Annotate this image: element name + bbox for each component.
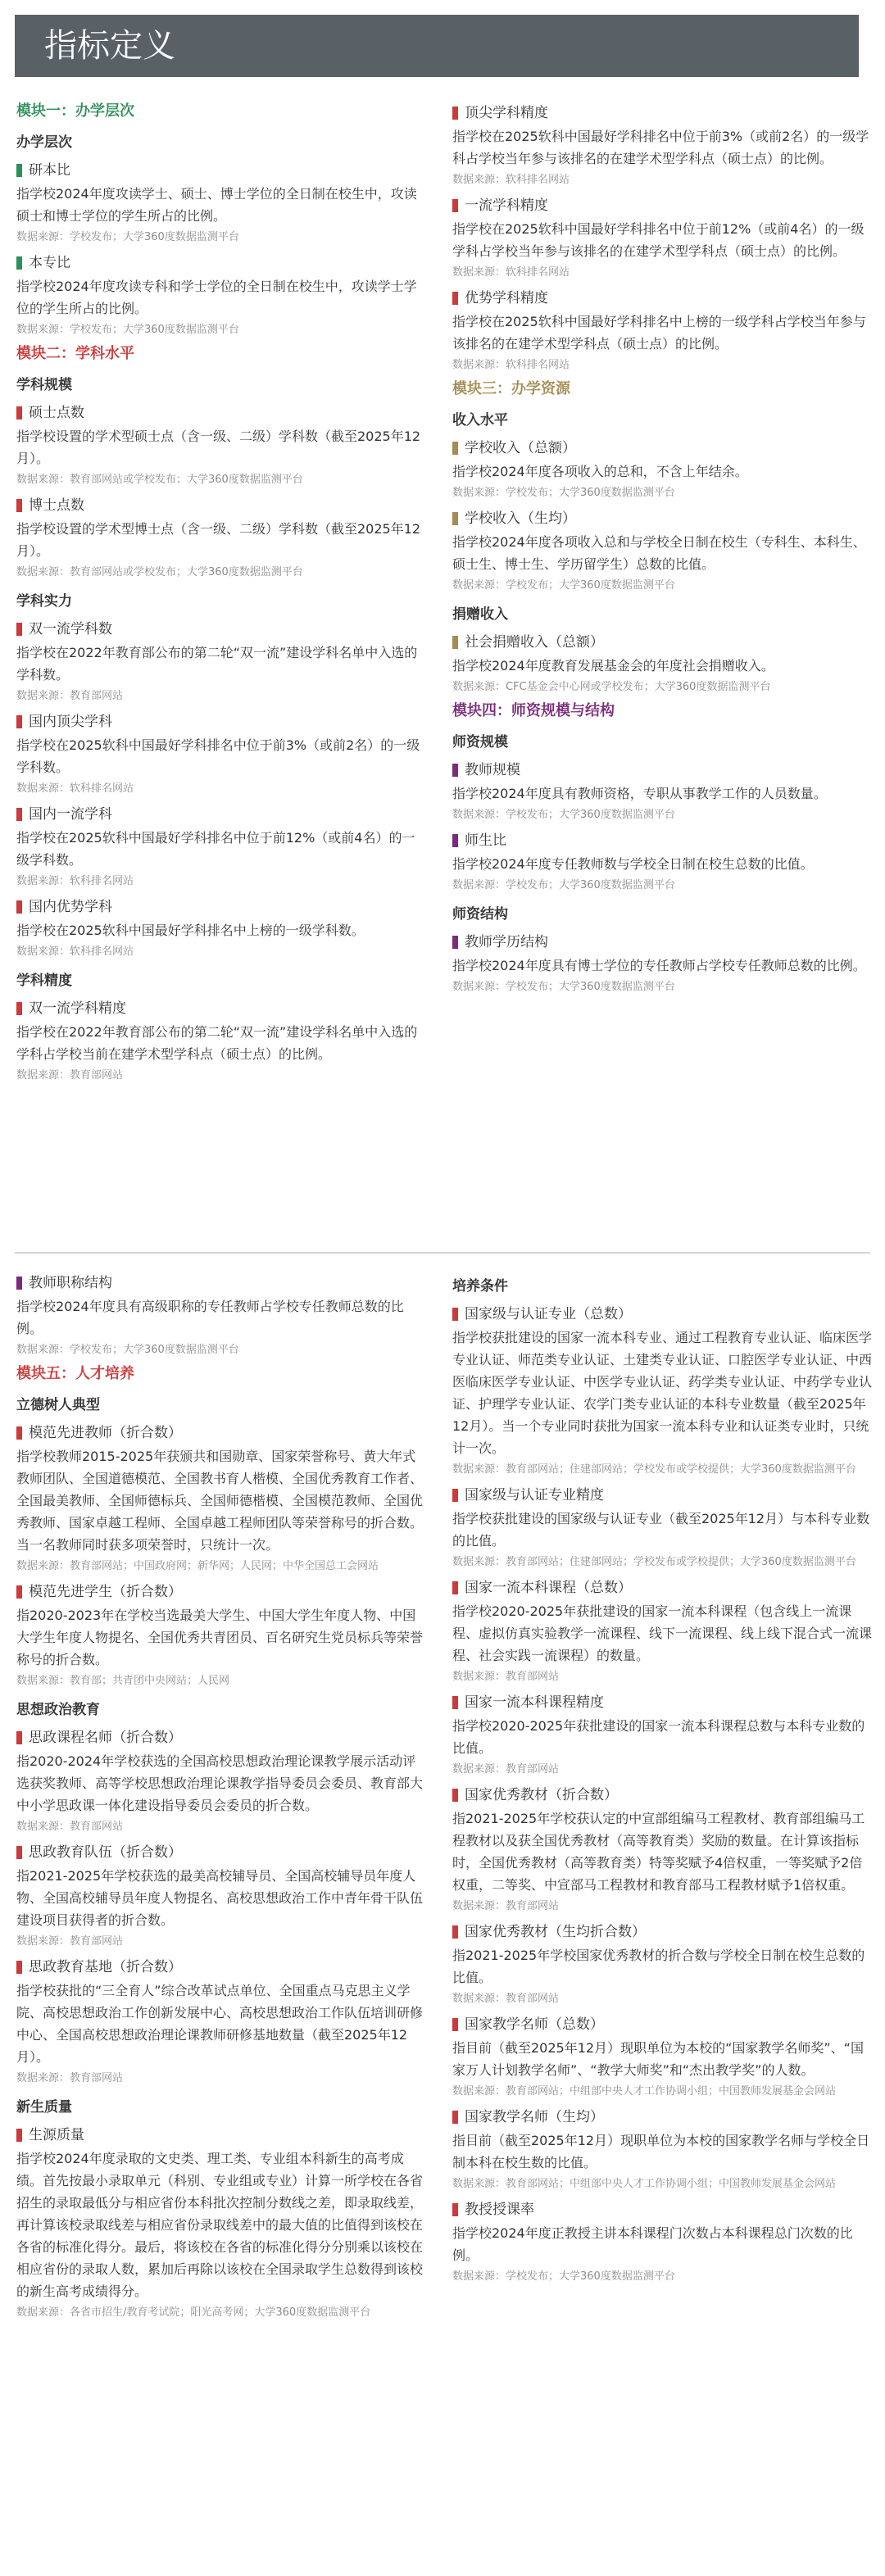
indicator-description: 指学校在2022年教育部公布的第二轮“双一流”建设学科名单中入选的学科占学校当前在建学术型学科点（硕士点）的比例。 <box>16 1024 418 1062</box>
color-bar-icon <box>16 1846 22 1859</box>
color-bar-icon <box>16 1961 22 1974</box>
data-source: 数据来源：软科排名网站 <box>16 875 134 887</box>
color-bar-icon <box>452 512 458 525</box>
color-bar-icon <box>16 1426 22 1440</box>
indicator-title <box>16 999 428 1018</box>
indicator-title <box>452 1578 872 1598</box>
color-bar-icon <box>16 1731 22 1744</box>
data-source: 数据来源：软科排名网站 <box>452 266 570 279</box>
indicator-name: 硕士点数 <box>29 405 84 421</box>
indicator-title <box>16 1957 428 1977</box>
indicator-description: 指学校2020-2025年获批建设的国家一流本科课程（包含线上一流课程、虚拟仿真实验教学一流课程、线下一流课程、线上线下混合式一流课程、社会实践一流课程）的数量。 <box>452 1603 873 1663</box>
group-heading: 师资规模 <box>452 734 508 751</box>
indicator-item <box>452 633 872 695</box>
indicator-title <box>16 403 428 423</box>
indicator-item <box>16 999 428 1083</box>
indicator-name: 师生比 <box>465 832 506 849</box>
indicator-description: 指学校2024年度录取的文史类、理工类、专业组本科新生的高考成绩。首先按最小录取单元（科别、专业组或专业）计算一所学校在各省招生的录取最低分与相应省份本科批次控制分数线之差，即录取线差，再计算该校录取线差与相应省份录取线差中的最大值的比值得到该校在各省的标准化得分。最后，将该校在各省的标准化得分分别乘以该校在相应省份的录取人数，累加后再除以该校在全国录取学生总数得到该校的新生高考成绩得分。 <box>16 2151 424 2299</box>
group-heading: 学科规模 <box>16 377 72 393</box>
data-source: 数据来源：软科排名网站 <box>16 946 134 958</box>
indicator-description: 指学校2024年度各项收入的总和，不含上年结余。 <box>452 464 748 479</box>
indicator-item <box>16 2125 428 2320</box>
page-title: 指标定义 <box>44 27 175 65</box>
indicator-name: 本专比 <box>29 255 70 271</box>
indicator-item <box>452 509 872 593</box>
indicator-title <box>16 712 428 732</box>
indicator-description: 指2021-2025年学校获认定的中宣部组编马工程教材、教育部组编马工程教材以及获全国优秀教材（高等教育类）奖励的数量。在计算该指标时，全国优秀教材（高等教育类）特等奖赋予4倍权重，一等奖赋予2倍权重，二等奖、中宣部马工程教材和教育部马工程教材赋予1倍权重。 <box>452 1811 865 1893</box>
indicator-description: 指2020-2024年学校获选的全国高校思想政治理论课教学展示活动评选获奖教师、高等学校思想政治理论课教学指导委员会委员、教育部大中小学思政课一体化建设指导委员会委员的折合数。 <box>16 1753 424 1813</box>
data-source: 数据来源：学校发布；大学360度数据监测平台 <box>16 231 239 243</box>
indicator-name: 模范先进学生（折合数） <box>29 1584 182 1600</box>
data-source: 数据来源：学校发布；大学360度数据监测平台 <box>452 809 675 821</box>
indicator-description: 指学校在2025软科中国最好学科排名中上榜的一级学科占学校当年参与该排名的在建学术型学科点（硕士点）的比例。 <box>452 314 866 351</box>
color-bar-icon <box>452 834 458 847</box>
group-heading: 学科实力 <box>16 593 72 610</box>
indicator-title <box>452 760 872 780</box>
indicator-item <box>452 932 872 995</box>
data-source: 数据来源：学校发布；大学360度数据监测平台 <box>452 981 675 993</box>
indicator-title <box>452 633 872 652</box>
indicator-description: 指学校2024年度具有博士学位的专任教师占学校专任教师总数的比例。 <box>452 958 866 973</box>
indicator-title <box>452 2200 872 2220</box>
data-source: 数据来源：教育部网站 <box>452 1900 560 1912</box>
indicator-name: 国内优势学科 <box>29 899 112 915</box>
indicator-title <box>452 2107 872 2127</box>
color-bar-icon <box>16 256 22 270</box>
indicator-title <box>16 897 428 917</box>
module-heading: 模块五：人才培养 <box>16 1365 134 1382</box>
color-bar-icon <box>16 164 22 177</box>
color-bar-icon <box>452 636 458 649</box>
indicator-item <box>452 438 872 501</box>
indicator-item <box>452 831 872 893</box>
data-source: 数据来源：教育部网站 <box>452 1993 560 2005</box>
indicator-item <box>16 253 428 338</box>
indicator-name: 思政课程名师（折合数） <box>29 1730 182 1746</box>
indicator-description: 指学校在2022年教育部公布的第二轮“双一流”建设学科名单中入选的学科数。 <box>16 645 418 683</box>
indicator-name: 研本比 <box>29 162 70 179</box>
group-heading: 思想政治教育 <box>16 1702 100 1718</box>
indicator-name: 博士点数 <box>29 497 84 514</box>
data-source: 数据来源：教育部网站 <box>16 1069 124 1082</box>
indicator-item <box>16 1582 428 1689</box>
indicator-description: 指2021-2025年学校国家优秀教材的折合数与学校全日制在校生总数的比值。 <box>452 1948 865 1985</box>
color-bar-icon <box>16 1585 22 1599</box>
left-column-top <box>16 95 428 1088</box>
indicator-name: 学校收入（总额） <box>465 440 576 456</box>
data-source: 数据来源：学校发布；大学360度数据监测平台 <box>16 324 239 336</box>
indicator-name: 双一流学科精度 <box>29 1000 126 1017</box>
indicator-title <box>16 1273 428 1293</box>
data-source: 数据来源：软科排名网站 <box>452 359 570 371</box>
indicator-title <box>16 2125 428 2145</box>
indicator-item <box>452 2107 872 2192</box>
color-bar-icon <box>452 442 458 455</box>
indicator-title <box>16 161 428 180</box>
indicator-item <box>16 805 428 889</box>
indicator-name: 思政教育基地（折合数） <box>29 1959 182 1975</box>
color-bar-icon <box>16 623 22 636</box>
color-bar-icon <box>16 1277 22 1290</box>
indicator-item <box>16 1423 428 1574</box>
indicator-description: 指学校2024年度具有高级职称的专任教师占学校专任教师总数的比例。 <box>16 1299 404 1336</box>
color-bar-icon <box>452 936 458 949</box>
indicator-item <box>16 161 428 245</box>
group-heading: 培养条件 <box>452 1278 508 1295</box>
group-heading: 收入水平 <box>452 412 508 429</box>
data-source: 数据来源：软科排名网站 <box>452 174 570 186</box>
indicator-title <box>452 438 872 458</box>
page-header <box>15 15 859 77</box>
indicator-name: 社会捐赠收入（总额） <box>465 634 604 651</box>
indicator-description: 指学校获批建设的国家一流本科专业、通过工程教育专业认证、临床医学专业认证、师范类专业认证、土建类专业认证、口腔医学专业认证、中西医临床医学专业认证、中医学专业认证、药学类专业认证、中药学专业认证、护理学专业认证、农学门类专业认证的本科专业数量（截至2025年12月）。当一个专业同时获批为国家一流本科专业和认证类专业时，只统计一次。 <box>452 1330 873 1456</box>
data-source: 数据来源：教育部网站 <box>16 2072 124 2084</box>
indicator-name: 国家教学名师（生均） <box>465 2109 604 2125</box>
color-bar-icon <box>452 1789 458 1802</box>
color-bar-icon <box>452 764 458 777</box>
indicator-item <box>452 1693 872 1777</box>
data-source: 数据来源：教育部网站；中国政府网；新华网；人民网；中华全国总工会网站 <box>16 1560 379 1572</box>
indicator-item <box>452 103 872 188</box>
color-bar-icon <box>452 1581 458 1594</box>
color-bar-icon <box>452 2203 458 2216</box>
data-source: 数据来源：软科排名网站 <box>16 782 134 795</box>
indicator-name: 国家级与认证专业精度 <box>465 1487 604 1503</box>
indicator-title <box>452 831 872 850</box>
group-heading: 新生质量 <box>16 2099 72 2116</box>
group-heading: 师资结构 <box>452 906 508 923</box>
indicator-name: 教师职称结构 <box>29 1275 112 1291</box>
indicator-description: 指学校2024年度攻读学士、硕士、博士学位的全日制在校生中，攻读硕士和博士学位的学生所占的比例。 <box>16 186 417 224</box>
indicator-title <box>16 1843 428 1862</box>
indicator-item <box>452 1785 872 1914</box>
indicator-title <box>452 1485 872 1505</box>
group-heading: 学科精度 <box>16 973 72 989</box>
color-bar-icon <box>452 1696 458 1709</box>
color-bar-icon <box>452 1489 458 1502</box>
indicator-item <box>452 196 872 280</box>
left-column-bottom <box>16 1265 428 2325</box>
color-bar-icon <box>16 2129 22 2142</box>
indicator-description: 指学校2024年度攻读专科和学士学位的全日制在校生中，攻读学士学位的学生所占的比例。 <box>16 279 417 316</box>
indicator-description: 指学校2024年度具有教师资格，专职从事教学工作的人员数量。 <box>452 786 827 801</box>
indicator-description: 指学校获批的“三全育人”综合改革试点单位、全国重点马克思主义学院、高校思想政治工作创新发展中心、高校思想政治工作队伍培训研修中心、全国高校思想政治理论课教师研修基地数量（截至2025年12月）。 <box>16 1983 424 2065</box>
indicator-name: 顶尖学科精度 <box>465 105 548 121</box>
indicator-name: 国家一流本科课程精度 <box>465 1694 604 1711</box>
module-heading: 模块三：办学资源 <box>452 380 570 397</box>
data-source: 数据来源：教育部；共青团中央网站；人民网 <box>16 1675 230 1687</box>
indicator-name: 国内顶尖学科 <box>29 714 112 730</box>
indicator-title <box>16 1582 428 1602</box>
indicator-name: 模范先进教师（折合数） <box>29 1425 182 1441</box>
indicator-item <box>452 1304 872 1477</box>
indicator-name: 思政教育队伍（折合数） <box>29 1844 182 1861</box>
indicator-description: 指目前（截至2025年12月）现职单位为本校的“国家教学名师奖”、“国家万人计划教学名师”、“教学大师奖”和“杰出教学奖”的人数。 <box>452 2040 864 2078</box>
indicator-name: 国家优秀教材（生均折合数） <box>465 1924 646 1940</box>
indicator-title <box>452 288 872 308</box>
indicator-item <box>16 1728 428 1834</box>
indicator-title <box>452 509 872 528</box>
module-heading: 模块二：学科水平 <box>16 345 134 362</box>
indicator-description: 指学校在2025软科中国最好学科排名中位于前3%（或前2名）的一级学科数。 <box>16 737 420 775</box>
color-bar-icon <box>452 2018 458 2031</box>
data-source: 数据来源：教育部网站 <box>452 1671 560 1683</box>
indicator-item <box>16 619 428 704</box>
data-source: 数据来源：教育部网站或学校发布；大学360度数据监测平台 <box>16 474 303 486</box>
indicator-name: 双一流学科数 <box>29 621 112 637</box>
indicator-item <box>452 2200 872 2284</box>
data-source: 数据来源：教育部网站；中组部中央人才工作协调小组；中国教师发展基金会网站 <box>452 2178 837 2190</box>
data-source: 数据来源：教育部网站 <box>16 1821 124 1833</box>
indicator-name: 国内一流学科 <box>29 806 112 823</box>
group-heading: 办学层次 <box>16 134 72 151</box>
indicator-title <box>452 196 872 215</box>
data-source: 数据来源：学校发布；大学360度数据监测平台 <box>452 879 675 891</box>
data-source: 数据来源：学校发布；大学360度数据监测平台 <box>452 487 675 499</box>
data-source: 数据来源：CFC基金会中心网或学校发布；大学360度数据监测平台 <box>452 681 771 693</box>
right-column-top <box>452 95 872 1000</box>
indicator-title <box>16 619 428 639</box>
indicator-name: 优势学科精度 <box>465 290 548 306</box>
data-source: 数据来源：各省市招生/教育考试院；阳光高考网；大学360度数据监测平台 <box>16 2306 371 2319</box>
indicator-title <box>16 805 428 824</box>
indicator-description: 指目前（截至2025年12月）现职单位为本校的国家教学名师与学校全日制本科在校生数的比值。 <box>452 2133 870 2170</box>
indicator-title <box>16 1728 428 1748</box>
indicator-item <box>452 760 872 823</box>
indicator-name: 一流学科精度 <box>465 197 548 214</box>
group-heading: 立德树人典型 <box>16 1397 100 1413</box>
indicator-item <box>16 403 428 488</box>
indicator-item <box>452 2015 872 2099</box>
data-source: 数据来源：教育部网站 <box>452 1763 560 1776</box>
indicator-name: 国家一流本科课程（总数） <box>465 1580 632 1596</box>
indicator-description: 指学校获批建设的国家级与认证专业（截至2025年12月）与本科专业数的比值。 <box>452 1511 870 1549</box>
data-source: 数据来源：教育部网站 <box>16 1935 124 1948</box>
indicator-description: 指学校2024年度各项收入总和与学校全日制在校生（专科生、本科生、硕士生、博士生、学历留学生）总数的比值。 <box>452 534 866 572</box>
section-divider <box>15 1252 870 1254</box>
indicator-name: 教师学历结构 <box>465 934 548 950</box>
indicator-name: 教师规模 <box>465 762 520 778</box>
color-bar-icon <box>16 715 22 728</box>
right-column-bottom <box>452 1265 872 2289</box>
data-source: 数据来源：教育部网站 <box>16 690 124 702</box>
indicator-description: 指学校2020-2025年获批建设的国家一流本科课程总数与本科专业数的比值。 <box>452 1718 865 1756</box>
indicator-name: 国家级与认证专业（总数） <box>465 1306 632 1322</box>
data-source: 数据来源：教育部网站或学校发布；大学360度数据监测平台 <box>16 566 303 578</box>
indicator-name: 教授授课率 <box>465 2202 534 2218</box>
data-source: 数据来源：教育部网站；中组部中央人才工作协调小组；中国教师发展基金会网站 <box>452 2085 837 2098</box>
color-bar-icon <box>16 406 22 420</box>
indicator-item <box>452 1922 872 2007</box>
color-bar-icon <box>452 1308 458 1321</box>
indicator-description: 指学校设置的学术型博士点（含一级、二级）学科数（截至2025年12月）。 <box>16 521 421 559</box>
data-source: 数据来源：学校发布；大学360度数据监测平台 <box>16 1344 239 1356</box>
color-bar-icon <box>16 1002 22 1015</box>
indicator-description: 指2020-2023年在学校当选最美大学生、中国大学生年度人物、中国大学生年度人物提名、全国优秀共青团员、百名研究生党员标兵等荣誉称号的折合数。 <box>16 1608 424 1667</box>
indicator-item <box>16 897 428 959</box>
color-bar-icon <box>452 292 458 305</box>
indicator-item <box>16 1273 428 1358</box>
indicator-title <box>452 932 872 952</box>
indicator-title <box>16 253 428 273</box>
indicator-description: 指学校在2025软科中国最好学科排名中位于前3%（或前2名）的一级学科占学校当年参与该排名的在建学术型学科点（硕士点）的比例。 <box>452 129 869 166</box>
indicator-title <box>452 1693 872 1712</box>
data-source: 数据来源：教育部网站；住建部网站；学校发布或学校提供；大学360度数据监测平台 <box>452 1556 856 1568</box>
color-bar-icon <box>452 199 458 212</box>
indicator-description: 指学校2024年度正教授主讲本科课程门次数占本科课程总门次数的比例。 <box>452 2225 853 2263</box>
indicator-title <box>452 1304 872 1324</box>
indicator-description: 指学校在2025软科中国最好学科排名中上榜的一级学科数。 <box>16 923 365 938</box>
indicator-name: 生源质量 <box>29 2127 84 2143</box>
indicator-item <box>16 496 428 580</box>
module-heading: 模块一：办学层次 <box>16 102 134 120</box>
color-bar-icon <box>16 808 22 821</box>
indicator-description: 指2021-2025年学校获选的最美高校辅导员、全国高校辅导员年度人物、全国高校辅导员年度人物提名、高校思想政治工作中青年骨干队伍建设项目获得者的折合数。 <box>16 1868 424 1928</box>
indicator-title <box>452 2015 872 2034</box>
indicator-description: 指学校在2025软科中国最好学科排名中位于前12%（或前4名）的一级学科数。 <box>16 830 415 868</box>
color-bar-icon <box>452 1925 458 1939</box>
indicator-title <box>452 1785 872 1805</box>
module-heading: 模块四：师资规模与结构 <box>452 702 615 719</box>
indicator-item <box>16 1843 428 1949</box>
group-heading: 捐赠收入 <box>452 606 508 623</box>
indicator-item <box>452 288 872 373</box>
indicator-item <box>16 712 428 796</box>
color-bar-icon <box>16 499 22 512</box>
data-source: 数据来源：学校发布；大学360度数据监测平台 <box>452 2270 675 2283</box>
color-bar-icon <box>16 900 22 914</box>
indicator-description: 指学校2024年度教育发展基金会的年度社会捐赠收入。 <box>452 658 774 673</box>
data-source: 数据来源：学校发布；大学360度数据监测平台 <box>452 579 675 592</box>
indicator-description: 指学校2024年度专任教师数与学校全日制在校生总数的比值。 <box>452 856 814 872</box>
indicator-description: 指学校教师2015-2025年获颁共和国勋章、国家荣誉称号、黄大年式教师团队、全国道德模范、全国教书育人楷模、全国优秀教育工作者、全国最美教师、全国师德标兵、全国师德楷模、全国模范教师、全国优秀教师、国家卓越工程师、全国卓越工程师团队等荣誉称号的折合数。当一名教师同时获多项荣誉时，只统计一次。 <box>16 1449 424 1553</box>
color-bar-icon <box>452 2111 458 2124</box>
indicator-name: 国家教学名师（总数） <box>465 2016 604 2033</box>
indicator-name: 学校收入（生均） <box>465 510 576 527</box>
indicator-item <box>452 1578 872 1685</box>
data-source: 数据来源：教育部网站；住建部网站；学校发布或学校提供；大学360度数据监测平台 <box>452 1463 856 1476</box>
indicator-description: 指学校在2025软科中国最好学科排名中位于前12%（或前4名）的一级学科占学校当年参与该排名的在建学术型学科点（硕士点）的比例。 <box>452 221 865 259</box>
indicator-item <box>16 1957 428 2086</box>
indicator-name: 国家优秀教材（折合数） <box>465 1787 618 1803</box>
color-bar-icon <box>452 107 458 120</box>
indicator-description: 指学校设置的学术型硕士点（含一级、二级）学科数（截至2025年12月）。 <box>16 429 421 466</box>
indicator-title <box>452 1922 872 1942</box>
indicator-item <box>452 1485 872 1570</box>
indicator-title <box>16 496 428 515</box>
indicator-title <box>16 1423 428 1443</box>
indicator-title <box>452 103 872 123</box>
